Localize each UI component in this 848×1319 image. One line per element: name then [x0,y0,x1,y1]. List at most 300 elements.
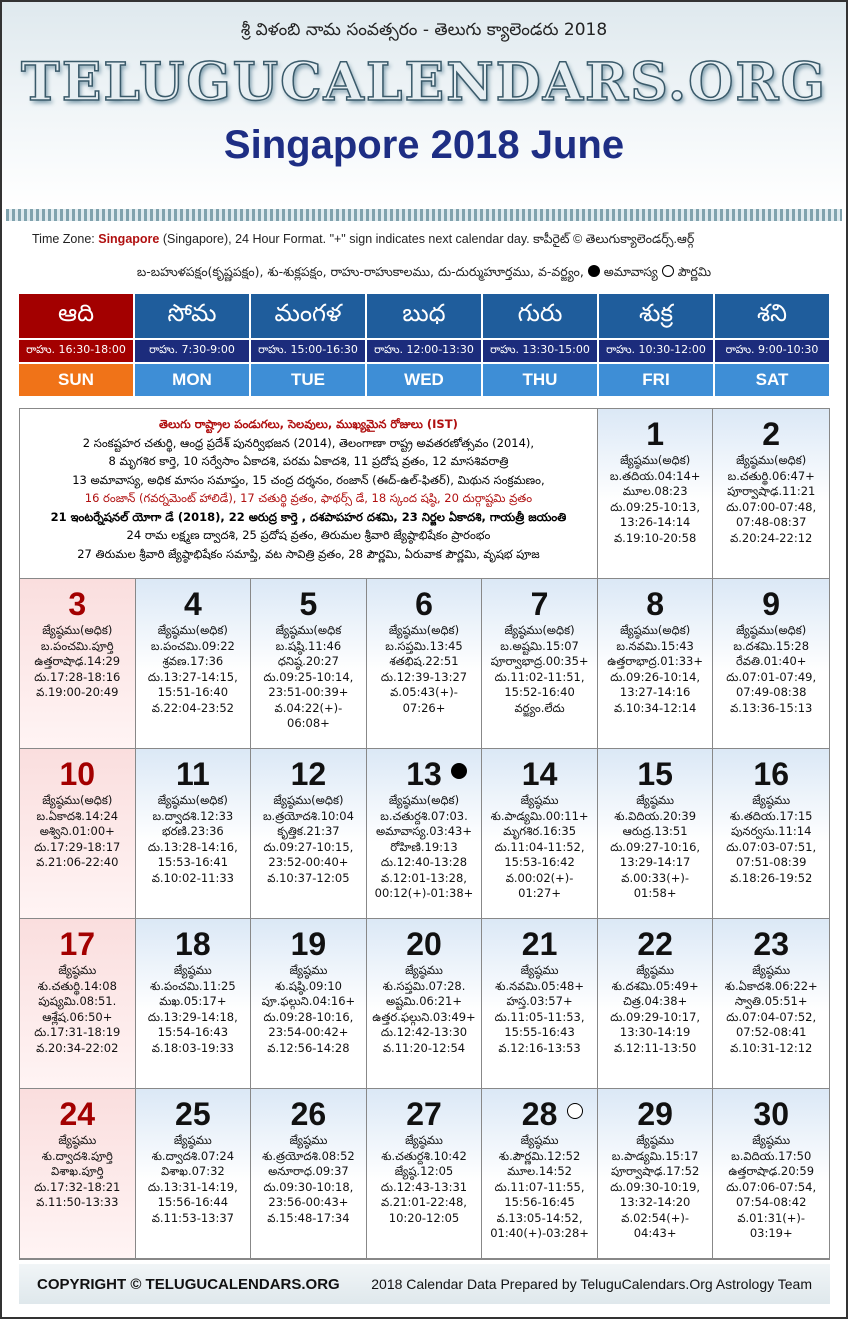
day-number: 26 [290,1096,327,1132]
day-detail: మృగశిర.16:35 [503,824,577,838]
day-cell [598,1089,714,1259]
day-detail: జ్యేష్ఠము [173,963,212,977]
new-moon-icon [588,265,600,277]
day-detail: శు.సప్తమి.07:28. [382,978,466,993]
day-detail: శతభిష.22:51 [389,654,459,668]
day-detail: వ.13:36-15:13 [730,700,813,715]
day-detail: బ.షష్ఠి.11:46 [275,638,342,653]
day-detail: శు.చతుర్దశి.10:42 [381,1148,467,1163]
weekday-telugu: మంగళ [251,294,365,338]
day-cell [367,579,483,749]
day-detail: 23:54-00:42+ [268,1025,349,1039]
day-detail: జ్యేష్ఠము [752,793,791,807]
day-detail: దు.17:32-18:21 [34,1179,121,1194]
weekday-rahu: రాహు. 13:30-15:00 [483,340,597,362]
footer-copyright: COPYRIGHT © TELUGUCALENDARS.ORG [37,1275,340,1293]
festival-line: 2 సంకష్టహర చతుర్థి, ఆంధ్ర ప్రదేశ్ పునర్విభజన (2014), తెలంగాణా రాష్ట్ర అవతరణోత్సవం (2014), [82,435,535,450]
day-detail: పూర్వాషాఢ.17:52 [611,1164,700,1178]
weekday-english: THU [483,364,597,396]
day-detail: కృత్తిక.21:37 [277,824,340,838]
day-detail: 23:51-00:39+ [268,685,349,699]
day-detail: దు.09:27-10:16, [610,839,701,854]
day-detail: దు.13:28-14:16, [147,839,238,854]
day-number: 1 [646,416,665,452]
day-detail: దు.09:25-10:14, [263,669,354,684]
day-detail: వ.02:54(+)- [621,1210,689,1225]
day-detail: పూర్వాషాఢ.11:21 [727,484,816,498]
day-number: 13 [406,756,442,792]
day-cell [367,749,483,919]
day-number: 15 [637,756,673,792]
day-number: 23 [753,926,789,962]
footer [19,1264,830,1304]
page-title: Singapore 2018 June [223,123,625,167]
day-detail: 15:52-16:40 [504,685,575,699]
day-number: 27 [406,1096,442,1132]
day-detail: పూర్వాభాద్ర.00:35+ [490,654,589,668]
day-cell [713,1089,829,1259]
day-number: 4 [183,586,202,622]
day-detail: 13:32-14:20 [619,1195,691,1209]
day-detail: వ.12:01-13:28, [381,870,467,885]
timezone-line [32,232,826,250]
day-detail: దు.12:40-13:28 [380,855,468,869]
day-detail: దు.09:29-10:17, [610,1009,701,1024]
day-cell [482,919,598,1089]
day-detail: జ్యేష్ఠము(అధిక) [157,793,228,807]
day-detail: దు.17:31-18:19 [34,1025,121,1039]
day-detail: వ.10:37-12:05 [267,870,350,885]
day-detail: జ్యేష్ఠము [520,1133,559,1147]
day-detail: వ.21:06-22:40 [36,855,119,869]
day-detail: శు.షష్ఠి.09:10 [274,978,342,993]
day-number: 7 [530,586,549,622]
timezone-rest: (Singapore), 24 Hour Format. "+" sign indicates next calendar day. కాపీరైట్ © తెలుగుక్యాలెండర్స్.ఆర్గ్ [159,232,695,246]
day-detail: దు.07:04-07:52, [726,1009,817,1024]
festival-line: 13 అమావాస్య, అధిక మాసం సమాప్తం, 15 చంద్ర దర్శనం, రంజాన్ (ఈద్-ఉల్-ఫితర్), మిథున సంక్రమణం, [72,472,545,487]
day-cell [482,749,598,919]
day-cell [136,749,252,919]
day-detail: జ్యేష్ఠము(అధిక) [42,623,113,637]
day-detail: అష్టమి.06:21+ [385,994,462,1008]
day-detail: జ్యేష్ఠము [520,793,559,807]
day-detail: శు.తదియ.17:15 [729,808,813,823]
day-number: 11 [175,756,210,792]
day-detail: జ్యేష్ఠము [752,1133,791,1147]
festival-list [20,409,598,579]
day-detail: పూ.ఫల్గుని.04:16+ [261,994,356,1008]
day-cell [713,579,829,749]
day-detail: వ.11:50-13:33 [36,1195,119,1209]
day-detail: అమావాస్య.03:43+ [375,824,473,838]
legend-text: బ-బహుళపక్షం(కృష్ణపక్షం), శు-శుక్లపక్షం, రాహు-రాహుకాలము, దు-దుర్ముహూర్తము, వ-వర్జ్యం, [136,264,584,279]
day-detail: విశాఖ.పూర్తి [51,1164,104,1178]
telugu-year-line: శ్రీ విళంబి నామ సంవత్సరం - తెలుగు క్యాలెండరు 2018 [240,20,608,40]
day-number: 17 [59,926,96,962]
day-number: 28 [521,1096,558,1132]
day-number: 14 [521,756,558,792]
day-detail: వ.18:03-19:33 [151,1040,234,1055]
full-moon-icon [662,265,674,277]
legend-pournami: పౌర్ణమి [677,264,712,279]
day-detail: బ.విదియ.17:50 [731,1148,812,1163]
day-detail: బ.సప్తమి.13:45 [385,638,463,653]
day-detail: బ.ఏకాదశి.14:24 [36,808,119,823]
day-detail: 07:49-08:38 [735,685,807,699]
day-detail: వ.19:10-20:58 [614,530,697,545]
day-number: 5 [299,586,318,622]
day-detail: జ్యేష్ఠము [289,1133,328,1147]
day-detail: దు.11:02-11:51, [494,669,585,684]
day-detail: జ్యేష్ఠము(అధిక) [388,793,460,807]
day-detail: స్వాతి.05:51+ [734,994,808,1008]
day-cell [251,1089,367,1259]
weekday-english: MON [135,364,249,396]
day-detail: వ.00:33(+)- [621,870,689,885]
day-number: 29 [637,1096,673,1132]
day-number: 12 [290,756,327,792]
day-detail: జ్యేష్ఠము(అధిక [275,623,342,637]
day-detail: రోహిణి.19:13 [390,839,458,854]
day-detail: ఆరుద్ర.13:51 [622,824,688,838]
day-detail: వ.20:34-22:02 [36,1040,119,1055]
day-detail: జ్యేష్ఠము(అధిక) [388,623,460,637]
weekday-sat [715,294,829,396]
day-number: 22 [637,926,673,962]
weekday-rahu: రాహు. 12:00-13:30 [367,340,481,362]
day-cell [482,1089,598,1259]
day-cell [598,579,714,749]
day-number: 3 [68,586,87,622]
day-detail: శు.ఏకాదశి.06:22+ [724,978,818,993]
full-moon-icon [567,1103,583,1119]
day-detail: శు.చతుర్థి.14:08 [37,978,117,993]
day-detail: 15:54-16:43 [157,1025,229,1039]
day-detail: బ.నవమి.15:43 [616,638,694,653]
day-detail: శు.దశమి.05:49+ [611,978,699,993]
day-detail: దు.09:27-10:15, [263,839,354,854]
day-detail: 01:27+ [518,886,561,900]
day-detail: శు.ద్వాదశి.పూర్తి [41,1148,113,1163]
legend-amavasya: అమావాస్య [603,264,658,279]
day-detail: బ.చతుర్దశి.07:03. [380,808,468,823]
day-detail: 01:40(+)-03:28+ [490,1226,589,1240]
weekday-english: SUN [19,364,133,396]
weekday-tue [251,294,365,396]
day-detail: జ్యేష్ఠము [405,1133,443,1147]
day-cell [20,1089,136,1259]
day-cell [251,749,367,919]
day-detail: 01:58+ [633,886,677,900]
ornament-divider [6,209,842,221]
day-cell [482,579,598,749]
day-detail: అశ్విని.01:00+ [39,824,115,838]
weekday-telugu: సోమ [135,294,249,338]
day-detail: జ్యేష్ఠము(అధిక) [736,453,807,467]
day-number: 24 [59,1096,96,1132]
day-detail: దు.07:06-07:54, [726,1179,817,1194]
day-detail: పుష్యమి.08:51. [38,994,117,1008]
day-detail: బ.చతుర్థి.06:47+ [727,468,815,483]
weekday-telugu: శుక్ర [599,294,713,338]
day-detail: వ.11:20-12:54 [382,1040,466,1055]
weekday-rahu: రాహు. 10:30-12:00 [599,340,713,362]
day-detail: జ్యేష్ఠము(అధిక) [736,623,807,637]
legend-line [2,264,846,283]
day-detail: ఆశ్లేష.06:50+ [42,1009,113,1024]
day-detail: 15:51-16:40 [157,685,229,699]
day-detail: శు.త్రయోదశి.08:52 [262,1148,355,1163]
day-number: 9 [762,586,781,622]
day-cell [20,749,136,919]
day-detail: వ.10:31-12:12 [730,1040,813,1055]
day-detail: 15:53-16:41 [157,855,229,869]
day-detail: బ.తదియ.04:14+ [609,468,701,483]
weekday-english: FRI [599,364,713,396]
day-detail: వ.10:02-11:33 [151,870,234,885]
weekday-rahu: రాహు. 9:00-10:30 [715,340,829,362]
weekday-wed [367,294,481,396]
day-detail: జ్యేష్ఠము(అధిక) [157,623,228,637]
day-detail: బ.పంచమి.09:22 [150,638,235,653]
weekday-rahu: రాహు. 7:30-9:00 [135,340,249,362]
day-detail: శు.నవమి.05:48+ [495,978,584,993]
day-detail: బ.పంచమి.పూర్తి [40,638,114,653]
day-detail: దు.09:28-10:16, [263,1009,354,1024]
day-detail: దు.09:30-10:18, [263,1179,354,1194]
day-detail: మఖ.05:17+ [159,994,227,1008]
day-detail: వ.21:01-22:48, [381,1195,467,1209]
day-detail: దు.11:05-11:53, [494,1009,585,1024]
day-detail: 23:56-00:43+ [268,1195,349,1209]
day-detail: 06:08+ [287,716,330,730]
day-cell [20,919,136,1089]
day-detail: దు.09:26-10:14, [610,669,701,684]
timezone-city: Singapore [98,232,160,246]
day-number: 18 [175,926,211,962]
day-detail: వ.18:26-19:52 [730,870,813,885]
day-detail: ఉత్తరాభాద్ర.01:33+ [607,654,704,668]
weekday-rahu: రాహు. 15:00-16:30 [251,340,365,362]
day-detail: 15:56-16:45 [504,1195,575,1209]
weekday-telugu: ఆది [19,294,133,338]
weekday-fri [599,294,713,396]
day-number: 10 [59,756,96,792]
day-detail: వ.20:24-22:12 [730,530,813,545]
day-number: 30 [753,1096,789,1132]
day-detail: ఉత్తరాషాఢ.20:59 [728,1164,815,1178]
day-detail: బ.పాడ్యమి.15:17 [611,1148,699,1163]
day-number: 25 [175,1096,211,1132]
day-detail: దు.11:04-11:52, [494,839,585,854]
day-detail: దు.12:42-13:30 [380,1025,468,1039]
festival-line: 8 మృగశిర కార్తె, 10 సర్వేసాం ఏకాదశి, పరమ ఏకాదశి, 11 ప్రదోష వ్రతం, 12 మాసశివరాత్రి [108,454,509,468]
day-detail: జ్యేష్ఠము [636,793,675,807]
day-detail: దు.11:07-11:55, [494,1179,585,1194]
day-detail: 15:55-16:43 [504,1025,575,1039]
day-number: 16 [753,756,789,792]
day-detail: 13:26-14:14 [619,515,691,529]
day-detail: శు.పౌర్ణమి.12:52 [498,1148,581,1163]
day-detail: 10:20-12:05 [388,1210,460,1225]
day-detail: జ్యేష్ఠము [289,963,328,977]
day-detail: వ.04:22(+)- [274,700,343,715]
day-detail: 07:52-08:41 [735,1025,807,1039]
day-cell [598,409,714,579]
day-detail: ఉత్తరాషాఢ.14:29 [34,654,121,668]
day-detail: దు.12:43-13:31 [380,1179,468,1194]
day-detail: జ్యేష్ఠము(అధిక) [504,623,575,637]
day-detail: జ్యేష్ఠము [405,963,443,977]
weekday-mon [135,294,249,396]
day-detail: 07:26+ [402,700,446,715]
day-detail: వర్జ్యం.లేదు [514,700,565,715]
day-detail: జ్యేష్ఠము(అధిక) [620,453,691,467]
day-detail: 15:53-16:42 [504,855,575,869]
weekday-english: WED [367,364,481,396]
day-detail: 13:29-14:17 [619,855,691,869]
day-detail: చిత్ర.04:38+ [623,994,688,1008]
header [2,2,846,207]
festival-heading: తెలుగు రాష్ట్రాల పండుగలు, సెలవులు, ముఖ్యమైన రోజులు (IST) [159,417,458,431]
day-cell [713,749,829,919]
festival-line: 21 ఇంటర్నేషనల్ యోగా డే (2018), 22 అరుద్ర కార్తె , దశపాపహర దశమి, 23 నిర్జల ఏకాదశి, గాయత్రీ జయంతి [50,509,567,524]
day-cell [136,919,252,1089]
day-detail: జ్యేష్ఠము [173,1133,212,1147]
day-cell [713,409,829,579]
day-detail: 03:19+ [749,1226,793,1240]
day-detail: దు.17:29-18:17 [34,839,121,854]
day-detail: వ.12:56-14:28 [267,1040,350,1055]
day-detail: జ్యేష్ఠము [636,1133,675,1147]
day-detail: శు.ద్వాదశి.07:24 [151,1148,235,1163]
day-cell [20,579,136,749]
day-cell [136,579,252,749]
day-detail: బ.అష్టమి.15:07 [500,638,579,653]
day-detail: వ.15:48-17:34 [267,1210,350,1225]
festival-line: 27 తిరుమల శ్రీవారి జ్యేష్ఠాభిషేకం సమాప్తి, వట సావిత్రి వ్రతం, 28 పౌర్ణమి, ఏరువాక పౌర్ణమి, వృషభ పూజ [77,546,540,561]
day-detail: వ.01:31(+)- [737,1210,806,1225]
weekday-telugu: గురు [483,294,597,338]
day-detail: జ్యేష్ఠము(అధిక) [620,623,691,637]
day-detail: ధనిష్ఠ.20:27 [277,654,340,668]
calendar-grid [19,408,830,1260]
weekday-thu [483,294,597,396]
weekday-telugu: బుధ [367,294,481,338]
day-number: 19 [290,926,327,962]
day-detail: మూల.08:23 [622,484,688,498]
weekday-rahu: రాహు. 16:30-18:00 [19,340,133,362]
day-detail: భరణి.23:36 [161,824,224,838]
day-detail: 13:30-14:19 [619,1025,691,1039]
day-detail: ఉత్తర.ఫల్గుని.03:49+ [372,1009,476,1024]
festival-line: 24 రామ లక్ష్మణ ద్వాదశి, 25 ప్రదోష వ్రతం, తిరుమల శ్రీవారి జ్యేష్ఠాభిషేకం ప్రారంభం [126,528,491,542]
day-detail: జ్యేష్ఠ.12:05 [394,1164,454,1178]
day-detail: హస్త.03:57+ [506,994,573,1008]
day-cell [136,1089,252,1259]
day-detail: వ.00:02(+)- [505,870,574,885]
day-cell [367,919,483,1089]
day-detail: వ.05:43(+)- [390,685,458,699]
day-detail: అనూరాధ.09:37 [268,1164,349,1178]
day-detail: శ్రవణ.17:36 [162,654,224,668]
day-detail: దు.13:27-14:15, [147,669,238,684]
day-cell [598,919,714,1089]
day-detail: దు.13:29-14:18, [147,1009,238,1024]
day-detail: 07:54-08:42 [735,1195,807,1209]
weekday-english: TUE [251,364,365,396]
day-detail: బ.త్రయోదశి.10:04 [262,808,354,823]
day-detail: జ్యేష్ఠము [520,963,559,977]
day-detail: దు.07:01-07:49, [726,669,817,684]
weekday-telugu: శని [715,294,829,338]
day-detail: దు.12:39-13:27 [380,669,468,684]
day-detail: వ.10:34-12:14 [614,700,697,715]
day-detail: శు.పాడ్యమి.00:11+ [490,808,589,823]
weekday-english: SAT [715,364,829,396]
day-detail: దు.07:00-07:48, [726,499,817,514]
day-detail: బ.దశమి.15:28 [733,638,810,653]
day-detail: వ.12:16-13:53 [498,1040,581,1055]
day-number: 6 [415,586,433,622]
day-detail: వ.12:11-13:50 [614,1040,697,1055]
day-cell [598,749,714,919]
day-number: 2 [762,416,781,452]
day-detail: జ్యేష్ఠము [636,963,675,977]
day-number: 8 [646,586,665,622]
day-detail: వ.11:53-13:37 [151,1210,234,1225]
day-detail: వ.19:00-20:49 [36,685,119,699]
day-detail: దు.09:30-10:19, [610,1179,701,1194]
day-detail: వ.13:05-14:52, [496,1210,583,1225]
day-cell [251,579,367,749]
day-cell [367,1089,483,1259]
day-detail: రేవతి.01:40+ [735,654,807,668]
weekday-header [19,294,829,396]
day-detail: 00:12(+)-01:38+ [374,886,474,900]
day-detail: పునర్వసు.11:14 [730,824,812,838]
day-detail: మూల.14:52 [507,1164,572,1178]
festival-line: 16 రంజాన్ (గవర్నమెంట్ హాలిడే), 17 చతుర్థి వ్రతం, ఫాథర్స్ డే, 18 స్కంద షష్ఠి, 20 దుర్గాష్టమి వ్రతం [84,491,533,505]
day-detail: జ్యేష్ఠము [58,963,97,977]
timezone-prefix: Time Zone: [32,232,99,246]
day-detail: బ.ద్వాదశి.12:33 [152,808,234,823]
day-detail: 23:52-00:40+ [268,855,349,869]
day-detail: దు.09:25-10:13, [610,499,701,514]
day-detail: జ్యేష్ఠము [752,963,791,977]
day-detail: శు.విదియ.20:39 [614,808,697,823]
day-detail: 07:51-08:39 [735,855,807,869]
day-detail: దు.07:03-07:51, [726,839,817,854]
day-cell [713,919,829,1089]
day-detail: 04:43+ [633,1226,677,1240]
weekday-sun [19,294,133,396]
day-number: 20 [406,926,442,962]
day-number: 21 [521,926,558,962]
site-logo: TELUGUCALENDARS.ORG [21,52,827,113]
footer-prepared-by: 2018 Calendar Data Prepared by TeluguCalendars.Org Astrology Team [371,1276,812,1292]
day-detail: విశాఖ.07:32 [160,1164,225,1178]
day-detail: జ్యేష్ఠము(అధిక) [42,793,113,807]
day-detail: వ.22:04-23:52 [151,700,234,715]
day-detail: జ్యేష్ఠము(అధిక) [273,793,344,807]
day-detail: 07:48-08:37 [735,515,807,529]
day-detail: దు.17:28-18:16 [34,669,121,684]
day-detail: 13:27-14:16 [619,685,691,699]
day-detail: జ్యేష్ఠము [58,1133,97,1147]
day-detail: శు.పంచమి.11:25 [150,978,236,993]
day-detail: 15:56-16:44 [157,1195,229,1209]
